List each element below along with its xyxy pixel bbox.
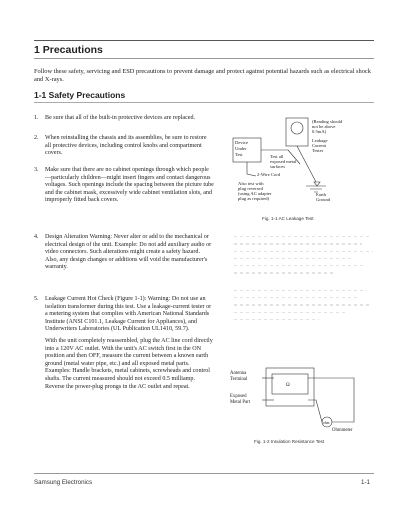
list-item	[34, 234, 214, 276]
fig1-device-line: Test	[235, 152, 243, 157]
item-number: 5.	[34, 296, 39, 302]
fig1-reading-line: (Reading should	[312, 119, 343, 124]
fig1-wire-label: 2-Wire Cord	[257, 172, 281, 177]
fig1-also-line: plug as required)	[238, 196, 270, 201]
item-text: Make sure that there are no cabinet openings through which people—particularly children—might insert fingers and contact dangerous voltages. Such openings include the spacing between the picture tube and the cabinet mask, excessively wide cabinet ventilation slots, and improperly fitted back covers.	[45, 167, 214, 204]
fig2-antenna-line: Antenna	[230, 371, 247, 376]
fig1-earth-line: Ground	[316, 197, 331, 202]
leakage-test-figure	[226, 116, 376, 226]
list-item	[34, 296, 214, 395]
list-item	[34, 115, 214, 127]
item-text: Design Alteration Warning: Never alter or add to the mechanical or electrical design of the unit. Example: Do not add auxiliary audio or video connectors. Such alterations might create a safety hazard. Also, any design changes or additions will void the manufacturer's warranty.	[45, 234, 212, 271]
faded-text-block	[234, 236, 376, 326]
fig1-test-all-line: exposed metal	[270, 159, 297, 164]
fig2-exposed-line: Metal Part	[230, 400, 251, 405]
item-number: 2.	[34, 135, 39, 141]
fig2-exposed-line: Exposed	[230, 394, 247, 399]
section-title: 1 Precautions	[34, 44, 103, 56]
fig1-tester-line: Leakage	[312, 138, 328, 143]
fig1-tester-line: Current	[312, 143, 327, 148]
item-text: With the unit completely reassembled, plug the AC line cord directly into a 120V AC outlet. With the unit's AC switch first in the ON position and then OFF, measure the current between a known earth ground (metal water pipe, etc.) and all exposed metal parts. Examples: Handle brackets, metal cabinets, screwheads and control shafts. The current measured should not exceed 0.5 milliamp. Reverse the power-plug prongs in the AC outlet and repeat.	[45, 337, 213, 390]
fig1-test-all-line: surfaces	[270, 164, 286, 169]
fig1-also-line: Also test with	[238, 181, 264, 186]
item-text: When reinstalling the chassis and its assemblies, be sure to restore all protective devices, including control knobs and compartment covers.	[45, 135, 207, 157]
fig2-antenna-line: Terminal	[230, 377, 248, 382]
page-number: 1-1	[361, 479, 370, 486]
subsection-title: 1-1 Safety Precautions	[34, 90, 126, 100]
item-number: 4.	[34, 234, 39, 240]
item-number: 3.	[34, 167, 39, 173]
subsection-underline	[34, 102, 374, 103]
fig2-ohm-label: ohm	[323, 421, 330, 425]
fig1-earth-line: Earth	[316, 192, 326, 197]
footer-left: Samsung Electronics	[34, 479, 93, 486]
item-text: Leakage Current Hot Check (Figure 1-1): Warning: Do not use an isolation transformer during this test. Use a leakage-current tester or a metering system that complies with American National Standards Institute (ANSI C101.1, Leakage Current for Appliances), and Underwriters Laboratories (UL Publication UL1410, 59.7).	[45, 296, 212, 333]
fig1-test-all-line: Test all	[270, 154, 284, 159]
title-rule	[34, 40, 374, 41]
fig1-also-line: plug reversed	[238, 186, 263, 191]
fig1-caption: Fig. 1-1 AC Leakage Test	[262, 216, 314, 221]
fig1-device-line: Device	[235, 140, 249, 145]
list-item	[34, 135, 214, 162]
fig2-ohmmeter-label: Ohmmeter	[332, 428, 353, 433]
item-text: Be sure that all of the built-in protective devices are replaced.	[45, 115, 196, 121]
fig1-also-line: (using AC adapter	[238, 191, 272, 196]
svg-text:Ω: Ω	[286, 383, 290, 388]
fig1-device-line: Under	[235, 146, 247, 151]
fig1-tester-line: Tester	[312, 148, 324, 153]
fig2-caption: Fig. 1-2 Insulation Resistance Test	[254, 439, 325, 444]
title-underline	[34, 58, 374, 59]
fig1-reading-line: not be above	[312, 124, 336, 129]
intro-paragraph: Follow these safety, servicing and ESD precautions to prevent damage and protect against potential hazards such as electrical shock and X-rays.	[34, 68, 371, 83]
list-item	[34, 167, 214, 209]
footer-rule	[34, 473, 374, 474]
fig1-reading-line: 0.5mA)	[312, 129, 327, 134]
item-number: 1.	[34, 115, 39, 121]
insulation-test-figure	[226, 364, 376, 436]
